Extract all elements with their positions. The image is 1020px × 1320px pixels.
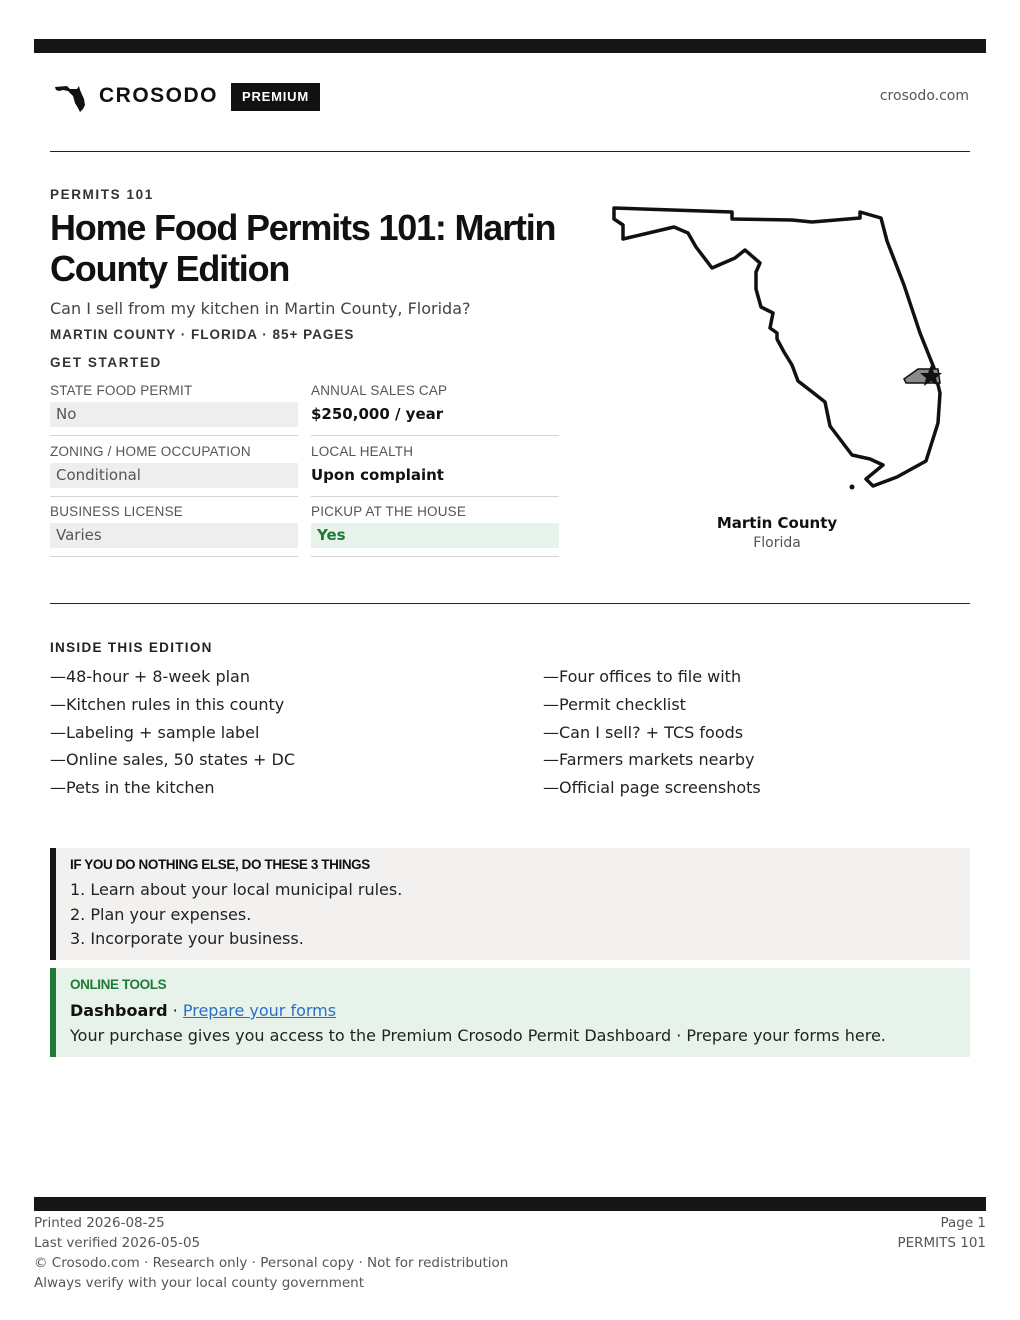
- copyright: © Crosodo.com · Research only · Personal copy · Not for redistribution: [34, 1255, 509, 1271]
- map-state-label: Florida: [753, 535, 801, 551]
- fact-value: No: [50, 402, 298, 427]
- toc-item: —48-hour + 8-week plan: [50, 667, 250, 686]
- page-subtitle: Can I sell from my kitchen in Martin County, Florida?: [50, 299, 471, 318]
- dashboard-line: [70, 998, 956, 1024]
- toc-item: —Farmers markets nearby: [543, 750, 755, 770]
- divider: [50, 151, 970, 152]
- verified-date: Last verified 2026-05-05: [34, 1235, 201, 1251]
- callout-heading: IF YOU DO NOTHING ELSE, DO THESE 3 THINGS: [70, 857, 370, 872]
- florida-outline: [614, 208, 940, 486]
- footer-left: [34, 1213, 508, 1293]
- fact-label: BUSINESS LICENSE: [50, 504, 183, 519]
- fact-local-health: [311, 444, 559, 497]
- fact-value: Upon complaint: [311, 466, 444, 484]
- footer-section: PERMITS 101: [897, 1235, 986, 1251]
- page-title: Home Food Permits 101: Martin County Edition: [50, 207, 556, 289]
- toc-item: —Four offices to file with: [543, 667, 742, 686]
- map-county-label: Martin County: [716, 514, 838, 532]
- page-number: Page 1: [940, 1215, 986, 1231]
- top-bar: [34, 39, 986, 53]
- brand-name: CROSODO: [99, 84, 219, 107]
- get-started-heading: GET STARTED: [50, 355, 162, 370]
- toc-item: —Labeling + sample label: [50, 722, 260, 742]
- online-tools-callout: [50, 968, 970, 1057]
- fact-state-food-permit: [50, 383, 298, 436]
- fact-label: PICKUP AT THE HOUSE: [311, 504, 467, 519]
- section-eyebrow: PERMITS 101: [50, 187, 154, 202]
- toc-item: —Pets in the kitchen: [50, 778, 215, 798]
- florida-logo-icon: [53, 81, 89, 113]
- toc-item: —Online sales, 50 states + DC: [50, 750, 296, 770]
- fact-label: STATE FOOD PERMIT: [50, 383, 193, 398]
- fact-value: Conditional: [50, 463, 298, 488]
- fact-annual-sales-cap: [311, 383, 559, 436]
- toc-item: —Official page screenshots: [543, 778, 761, 798]
- callout-item: 3. Incorporate your business.: [70, 929, 304, 948]
- fact-value: Yes: [311, 523, 559, 548]
- divider: [50, 603, 970, 604]
- toc-left-column: [50, 666, 295, 805]
- prepare-forms-link[interactable]: Prepare your forms: [182, 1001, 337, 1020]
- site-url[interactable]: crosodo.com: [879, 88, 969, 104]
- fact-value: $250,000 / year: [311, 405, 444, 423]
- premium-badge: PREMIUM: [231, 83, 320, 111]
- dashboard-label: Dashboard: [70, 1001, 168, 1020]
- footer-right: [897, 1213, 986, 1253]
- fact-pickup-at-house: [311, 504, 559, 557]
- bottom-bar: [34, 1197, 986, 1211]
- fact-value: Varies: [50, 523, 298, 548]
- edition-meta: MARTIN COUNTY · FLORIDA · 85+ PAGES: [50, 327, 355, 342]
- fact-business-license: [50, 504, 298, 557]
- disclaimer: Always verify with your local county government: [34, 1275, 364, 1291]
- island-dot: [850, 485, 855, 490]
- separator: ·: [167, 1001, 183, 1020]
- toc-item: —Permit checklist: [543, 694, 686, 714]
- fact-zoning: [50, 444, 298, 497]
- printed-date: Printed 2026-08-25: [34, 1215, 165, 1231]
- three-things-callout: [50, 848, 970, 960]
- florida-map: [608, 203, 948, 495]
- fact-label: ZONING / HOME OCCUPATION: [50, 444, 251, 459]
- callout-item: 2. Plan your expenses.: [70, 904, 252, 924]
- fact-label: LOCAL HEALTH: [311, 444, 414, 459]
- toc-item: —Kitchen rules in this county: [50, 694, 285, 714]
- online-tools-heading: ONLINE TOOLS: [70, 977, 167, 992]
- toc-item: —Can I sell? + TCS foods: [543, 722, 744, 742]
- fact-label: ANNUAL SALES CAP: [311, 383, 448, 398]
- header: [50, 78, 970, 118]
- callout-item: 1. Learn about your local municipal rules.: [70, 880, 403, 899]
- toc-right-column: [543, 666, 761, 805]
- inside-edition-heading: INSIDE THIS EDITION: [50, 640, 213, 655]
- online-tools-description: Your purchase gives you access to the Premium Crosodo Permit Dashboard · Prepare your forms here.: [70, 1026, 886, 1045]
